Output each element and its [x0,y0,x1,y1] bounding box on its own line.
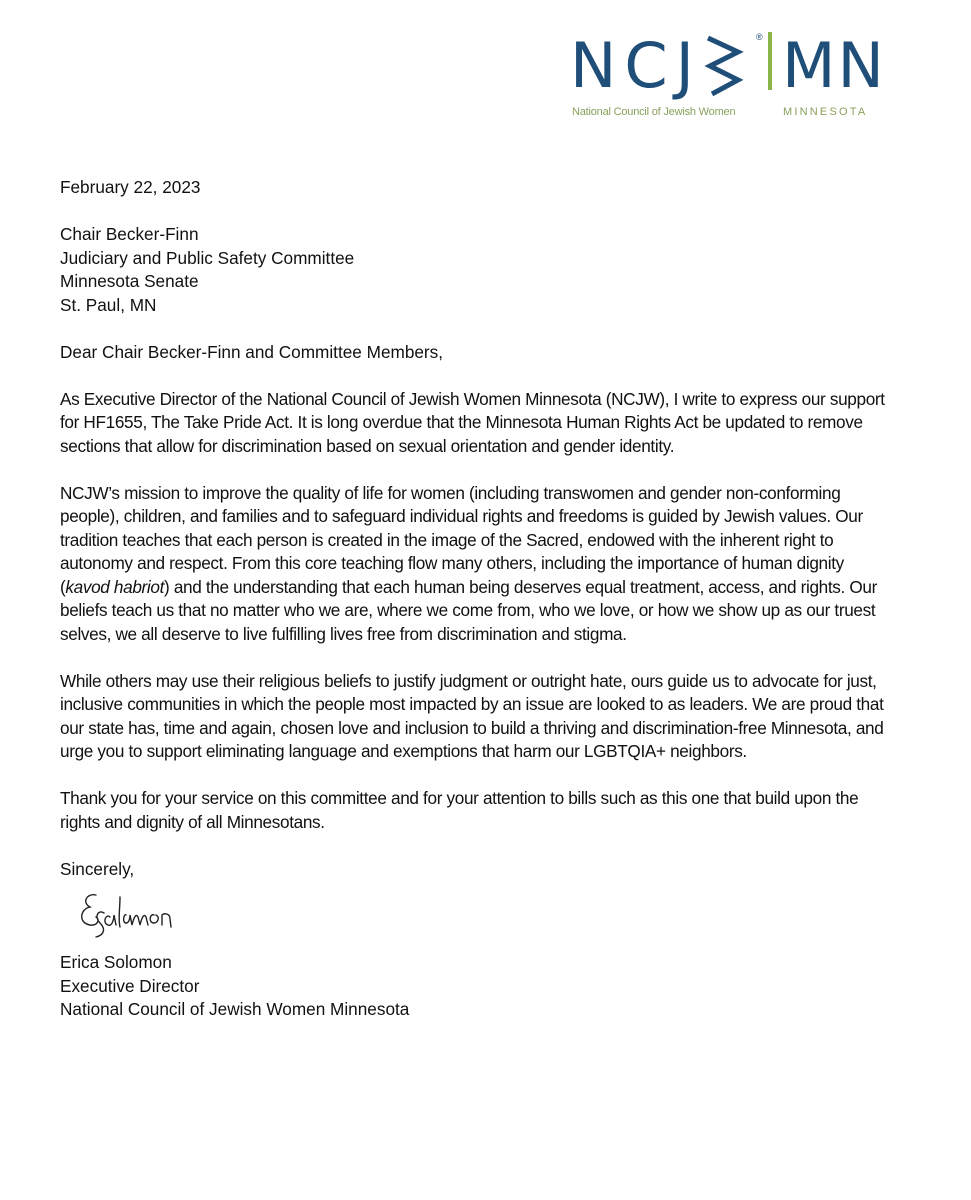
signer-title: Executive Director [60,975,200,996]
handwritten-signature [60,881,890,951]
recipient-line: Chair Becker-Finn [60,224,199,244]
recipient-block [60,223,890,317]
signature-icon [74,883,214,943]
logo-state: MN [782,29,886,102]
recipient-line: St. Paul, MN [60,294,157,315]
logo-state-name: MINNESOTA [783,106,868,118]
closing: Sincerely, [60,858,135,879]
ncjw-mn-logo [570,28,886,123]
recipient-line: Minnesota Senate [60,271,199,291]
mission-text-part: NCJW’s mission to improve the quality of life for women (including transwomen and gender non-conforming people), children, and families and to safeguard individual rights and freedoms is guided by Jewish values. Our tradition teaches that each person is created in the image of the Sacred, endowed with the inherent right to autonomy and respect. From this core teaching flow many others, including the importance of human dignity ( [60,482,863,597]
salutation: Dear Chair Becker-Finn and Committee Members, [60,341,444,362]
paragraph-advocacy: While others may use their religious beliefs to justify judgment or outright hate, ours guide us to advocate for just, inclusive communities in which the people most impacted by an issue are looked to as leaders. We are proud that our state has, time and again, chosen love and inclusion to build a thriving and discrimination-free Minnesota, and urge you to support eliminating language and exemptions that harm our LGBTQIA+ neighbors. [60,670,884,761]
paragraph-mission [60,482,890,647]
signer-organization: National Council of Jewish Women Minnesota [60,999,410,1019]
signer-name: Erica Solomon [60,952,172,972]
logo-wordmark [570,29,744,102]
recipient-line: Judiciary and Public Safety Committee [60,247,355,268]
mission-text-part: ) and the understanding that each human being deserves equal treatment, access, and rights. Our beliefs teach us that no matter who we are, where we come from, who we love, or how we show up as our truest selves, we all deserve to live fulfilling lives free from discrimination and stigma. [60,576,877,644]
logo-initials: NCJ [570,29,702,102]
logo-w-glyph-icon [704,34,744,96]
logo-divider [768,32,772,90]
registered-mark: ® [756,32,763,42]
paragraph-thanks: Thank you for your service on this committee and for your attention to bills such as this one that build upon the rights and dignity of all Minnesotans. [60,788,859,832]
logo-org-name: National Council of Jewish Women [572,106,736,118]
kavod-habriot-term: kavod habriot [65,576,165,597]
letter-body [60,176,890,1022]
letter-date: February 22, 2023 [60,177,201,197]
paragraph-intro: As Executive Director of the National Council of Jewish Women Minnesota (NCJW), I write to express our support for HF1655, The Take Pride Act. It is long overdue that the Minnesota Human Rights Act be updated to remove sections that allow for discrimination based on sexual orientation and gender identity. [60,388,885,456]
